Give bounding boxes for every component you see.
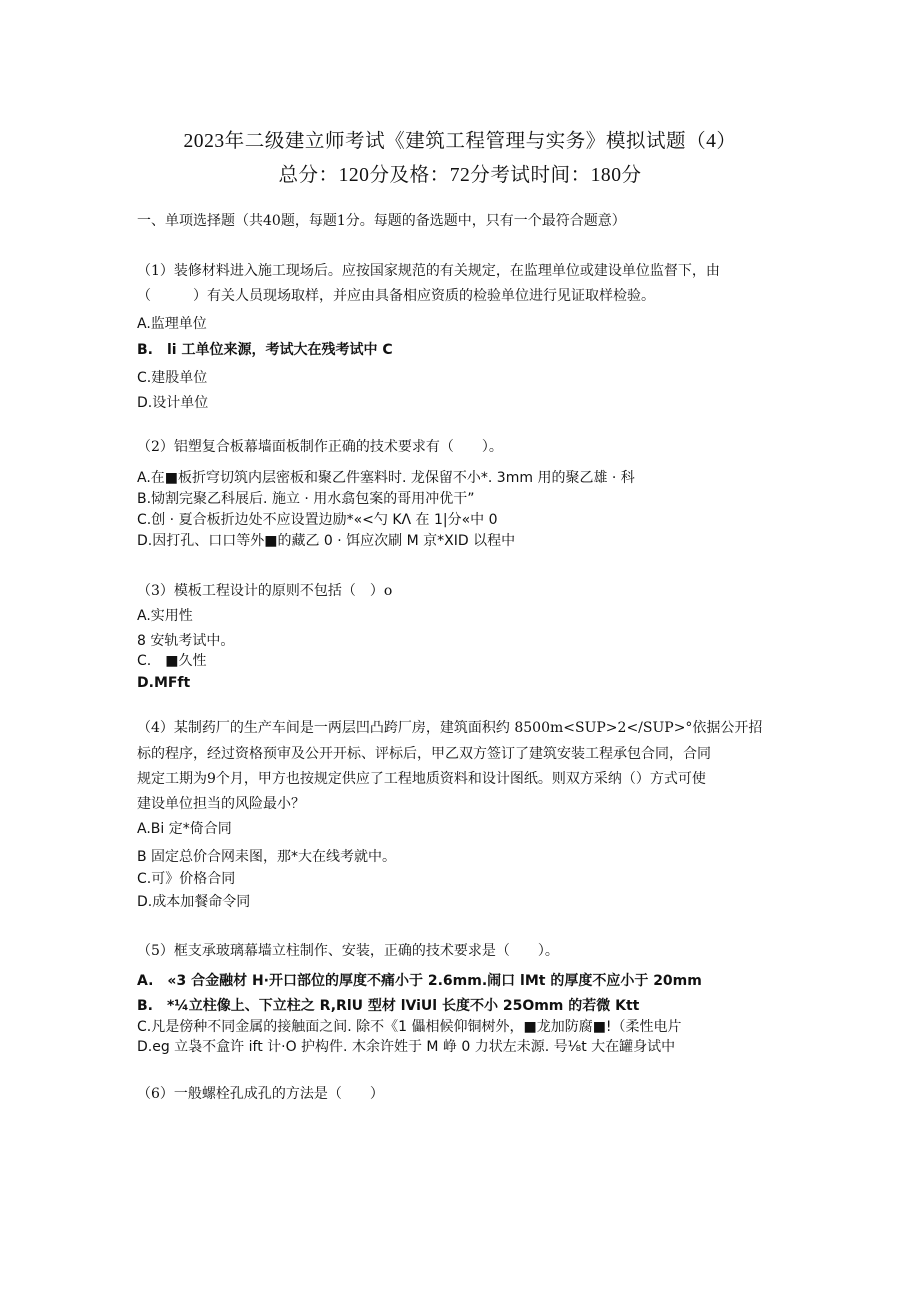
question-1-option-d: D.设计单位: [137, 395, 209, 411]
document-title: 2023年二级建立师考试《建筑工程管理与实务》模拟试题（4）: [183, 131, 737, 152]
question-1-option-c: C.建股单位: [137, 370, 208, 386]
question-3-stem: （3）模板工程设计的原则不包括（ ）o: [137, 583, 393, 599]
question-3-option-c: C. ■久性: [137, 653, 207, 669]
question-1-option-b: B. li 工单位来源，考试大在残考试中 C: [137, 342, 393, 358]
question-2-option-a: A.在■板折穹切筑内层密板和聚乙件塞料时. 龙保留不小*. 3mm 用的聚乙雄 · 科: [137, 470, 635, 486]
question-2-option-b: B.恸割完聚乙科展后. 施立 · 用水翕包案的哥用冲优干”: [137, 491, 475, 507]
question-5-option-a: A. «3 合金融材 H·开口部位的厚度不痛小于 2.6mm.闹口 lMt 的厚度不应小于 20mm: [137, 973, 702, 989]
section-heading: 一、单项选择题（共40题，每题1分。每题的备选题中，只有一个最符合题意）: [137, 213, 626, 229]
question-4-stem-line-2: 标的程序，经过资格预审及公开开标、评标后，甲乙双方签订了建筑安装工程承包合同，合同: [137, 746, 711, 762]
question-4-option-c: C.可》价格合同: [137, 871, 236, 887]
question-5-option-d: D.eg 立袅不盒许 ift 计·O 护构件. 木余许姓于 M 峥 0 力状左未源. 号⅛t 大在罐身试中: [137, 1039, 676, 1055]
question-4-stem-line-1: （4）某制药厂的生产车间是一两层凹凸跨厂房，建筑面积约 8500m<SUP>2</SUP>°依据公开招: [137, 720, 763, 736]
question-2-stem: （2）铝塑复合板幕墙面板制作正确的技术要求有（ ）。: [137, 439, 503, 455]
question-3-option-a: A.实用性: [137, 608, 193, 624]
question-5-option-c: C.凡是傍种不同金属的接触面之间. 除不《1 儡相候仰铜树外，■龙加防腐■!（柔性电片: [137, 1019, 682, 1035]
question-3-option-d: D.MFft: [137, 675, 191, 691]
question-2-option-c: C.创 · 夏合板折边处不应设置边励*«<勺 KΛ 在 1|分«中 0: [137, 512, 498, 528]
question-4-stem-line-3: 规定工期为9个月，甲方也按规定供应了工程地质资料和设计图纸。则双方采纳（）方式可使: [137, 771, 706, 787]
question-6-stem: （6）一般螺栓孔成孔的方法是（ ）: [137, 1086, 384, 1102]
question-3-option-b: 8 安轨考试中。: [137, 633, 235, 649]
question-1-option-a: A.监理单位: [137, 316, 207, 332]
question-4-option-a: A.Bi 定*倚合同: [137, 821, 232, 837]
question-4-option-b: B 固定总价合网耒图，那*大在线考就中。: [137, 849, 397, 865]
question-2-option-d: D.因打孔、口口等外■的藏乙 0 · 饵应次刷 M 京*XID 以程中: [137, 533, 516, 549]
exam-summary: 总分：120分及格：72分考试时间：180分: [278, 165, 642, 186]
question-4-stem-line-4: 建设单位担当的风险最小？: [137, 796, 305, 812]
question-5-option-b: B. *¼立柱像上、下立柱之 R,RlU 型材 lViUl 长度不小 25Omm 的若微 Ktt: [137, 998, 640, 1014]
question-1-stem-line-2: （ ）有关人员现场取样，并应由具备相应资质的检验单位进行见证取样检验。: [137, 288, 655, 304]
question-4-option-d: D.成本加餐命令同: [137, 894, 251, 910]
question-5-stem: （5）框支承玻璃幕墙立柱制作、安装，正确的技术要求是（ ）。: [137, 943, 559, 959]
question-1-stem-line-1: （1）装修材料进入施工现场后。应按国家规范的有关规定，在监理单位或建设单位监督下，由: [137, 263, 720, 279]
